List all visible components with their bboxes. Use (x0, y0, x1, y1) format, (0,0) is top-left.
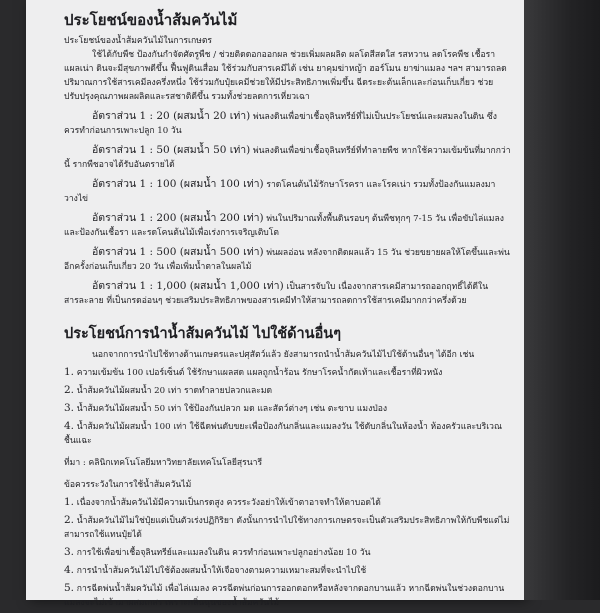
list-number: 2. (64, 384, 75, 396)
list-item (64, 513, 512, 542)
list-text: การนำน้ำส้มควันไม้ไปใช้ต้องผสมน้ำให้เจือจางตามความเหมาะสมที่จะนำไปใช้ (74, 566, 367, 576)
list-text: ความเข้มข้น 100 เปอร์เซ็นต์ ใช้รักษาแผลสด แผลถูกน้ำร้อน รักษาโรคน้ำกัดเท้าและเชื้อราที่ผิวหนัง (74, 368, 443, 378)
list-text: น้ำส้มควันไม้ผสมน้ำ 100 เท่า ใช้ฉีดพ่นดับขยะเพื่อป้องกันกลิ่นและแมลงวัน ใช้ดับกลิ่นในห้องน้ำ ห้องครัวและบริเวณชื้นแฉะ (64, 422, 502, 446)
ratio-lead: อัตราส่วน 1 : 500 (ผสมน้ำ 500 เท่า) (92, 246, 264, 258)
ratio-paragraph (64, 245, 512, 274)
ratio-text: พ่นผลอ่อน หลังจากติดผลแล้ว 15 วัน ช่วยขยายผลให้โตขึ้นและพ่นอีกครั้งก่อนเก็บเกี่ยว 20 วัน เพื่อเพิ่มน้ำตาลในผลไม้ (64, 248, 510, 272)
ratio-paragraph (64, 109, 512, 138)
ratio-paragraph (64, 211, 512, 240)
section2-intro: นอกจากการนำไปใช้ทางด้านเกษตรและปศุสัตว์แล้ว ยังสามารถนำน้ำส้มควันไม้ไปใช้ด้านอื่นๆ ได้อีก เช่น (92, 350, 475, 360)
list-number: 1. (64, 366, 75, 378)
list-number: 5. (64, 582, 75, 594)
document-content (64, 10, 512, 613)
section1-title: ประโยชน์ของน้ำส้มควันไม้ (64, 11, 238, 29)
list-item (64, 365, 512, 380)
ratio-paragraph (64, 143, 512, 172)
ratio-lead: อัตราส่วน 1 : 200 (ผสมน้ำ 200 เท่า) (92, 212, 264, 224)
background-edge (524, 0, 600, 600)
list-item (64, 581, 512, 610)
list-number: 3. (64, 402, 75, 414)
list-item (64, 563, 512, 578)
list-text: การฉีดพ่นน้ำส้มควันไม้ เพื่อไล่แมลง ควรฉีดพ่นก่อนการออกดอกหรือหลังจากดอกบานแล้ว หากฉีดพ่นในช่วงดอกบาน แมลงจะไม่เข้ามาผสมเกสร เพราะกลิ่นฉุนของน้ำส้มควันไม้ (64, 584, 505, 608)
ratio-text: พ่นในปริมาณทั้งพื้นดินรอบๆ ต้นพืชทุกๆ 7-15 วัน เพื่อขับไล่แมลงและป้องกันเชื้อรา และรดโคนต้นไม้เพื่อเร่งการเจริญเติบโต (64, 214, 504, 238)
section3-list (64, 495, 512, 610)
list-text: การใช้เพื่อฆ่าเชื้อจุลินทรีย์และแมลงในดิน ควรทำก่อนเพาะปลูกอย่างน้อย 10 วัน (74, 548, 371, 558)
ratio-lead: อัตราส่วน 1 : 100 (ผสมน้ำ 100 เท่า) (92, 178, 264, 190)
section2-list (64, 365, 512, 448)
list-item (64, 383, 512, 398)
ratio-text: ราดโคนต้นไม้รักษาโรครา และโรคเน่า รวมทั้งป้องกันแมลงมาวางไข่ (64, 180, 496, 204)
list-number: 4. (64, 564, 75, 576)
ratio-text: พ่นลงดินเพื่อฆ่าเชื้อจุลินทรีย์ที่ทำลายพืช หากใช้ความเข้มข้นที่มากกว่านี้ รากพืชอาจได้รับอันตรายได้ (64, 146, 511, 170)
section1-subtitle: ประโยชน์ของน้ำส้มควันไม้ในการเกษตร (64, 36, 213, 46)
list-number: 3. (64, 546, 75, 558)
list-text: น้ำส้มควันไม้ผสมน้ำ 20 เท่า ราดทำลายปลวกและมด (74, 386, 273, 396)
ratio-text: เป็นสารจับใบ เนื่องจากสารเคมีสามารถออกฤทธิ์ได้ดีในสารละลาย ที่เป็นกรดอ่อนๆ ช่วยเสริมประสิทธิภาพของสารเคมีทำให้สามารถลดการใช้สารเคมีมากกว่าครึ่งด้วย (64, 282, 489, 306)
ratio-lead: อัตราส่วน 1 : 20 (ผสมน้ำ 20 เท่า) (92, 110, 251, 122)
list-item (64, 495, 512, 510)
list-number: 2. (64, 514, 75, 526)
ratio-lead: อัตราส่วน 1 : 50 (ผสมน้ำ 50 เท่า) (92, 144, 251, 156)
section2-title: ประโยชน์การนำน้ำส้มควันไม้ ไปใช้ด้านอื่นๆ (64, 325, 341, 342)
list-text: น้ำส้มควันไม้ไม่ใช่ปุ๋ยแต่เป็นตัวเร่งปฏิกิริยา ดังนั้นการนำไปใช้ทางการเกษตรจะเป็นตัวเสริมประสิทธิภาพให้กับพืชแต่ไม่สามารถใช้แทนปุ๋ยได้ (64, 516, 510, 540)
list-text: น้ำส้มควันไม้ผสมน้ำ 50 เท่า ใช้ป้องกันปลวก มด และสัตว์ต่างๆ เช่น ตะขาบ แมงป่อง (74, 404, 388, 414)
source-note: ที่มา : คลินิกเทคโนโลยีมหาวิทยาลัยเทคโนโลยีสุรนารี (64, 458, 263, 468)
list-item (64, 419, 512, 448)
list-number: 4. (64, 420, 75, 432)
ratio-lead: อัตราส่วน 1 : 1,000 (ผสมน้ำ 1,000 เท่า) (92, 280, 284, 292)
ratio-text: พ่นลงดินเพื่อฆ่าเชื้อจุลินทรีย์ที่ไม่เป็นประโยชน์และผสมลงในดิน ซึ่งควรทำก่อนการเพาะปลูก 10 วัน (64, 112, 497, 136)
list-text: เนื่องจากน้ำส้มควันไม้มีความเป็นกรดสูง ควรระวังอย่าให้เข้าตาอาจทำให้ตาบอดได้ (74, 498, 381, 508)
list-item (64, 545, 512, 560)
list-item (64, 401, 512, 416)
section3-title: ข้อควรระวังในการใช้น้ำส้มควันไม้ (64, 480, 192, 490)
ratio-paragraph (64, 279, 512, 308)
section1-intro: ใช้ได้กับพืช ป้องกันกำจัดศัตรูพืช / ช่วยติดดอกออกผล ช่วยเพิ่มผลผลิต ผลโตสีสดใส รสหวาน ลดโรคพืช เชื้อรา แผลเน่า ดินจะมีสุขภาพดีขึ้น ฟื้นฟูดินเสื่อม ใช้ร่วมกับสารเคมีได้ เช่น ยาคุมฆ่าหญ้า ฮอร์โมน ยาฆ่าแมลง ฯลฯ สามารถลดปริมาณการใช้สารเคมีลงครึ่งหนึ่ง ใช้ร่วมกับปุ๋ยเคมีช่วยให้มีประสิทธิภาพเพิ่มขึ้น ฉีดระยะต้นเล็กและก่อนเก็บเกี่ยว ช่วยปรับปรุงคุณภาพผลผลิตและรสชาติดีขึ้น รวมทั้งช่วยลดการเหี่ยวเฉา (64, 50, 507, 102)
ratio-paragraph (64, 177, 512, 206)
list-number: 1. (64, 496, 75, 508)
